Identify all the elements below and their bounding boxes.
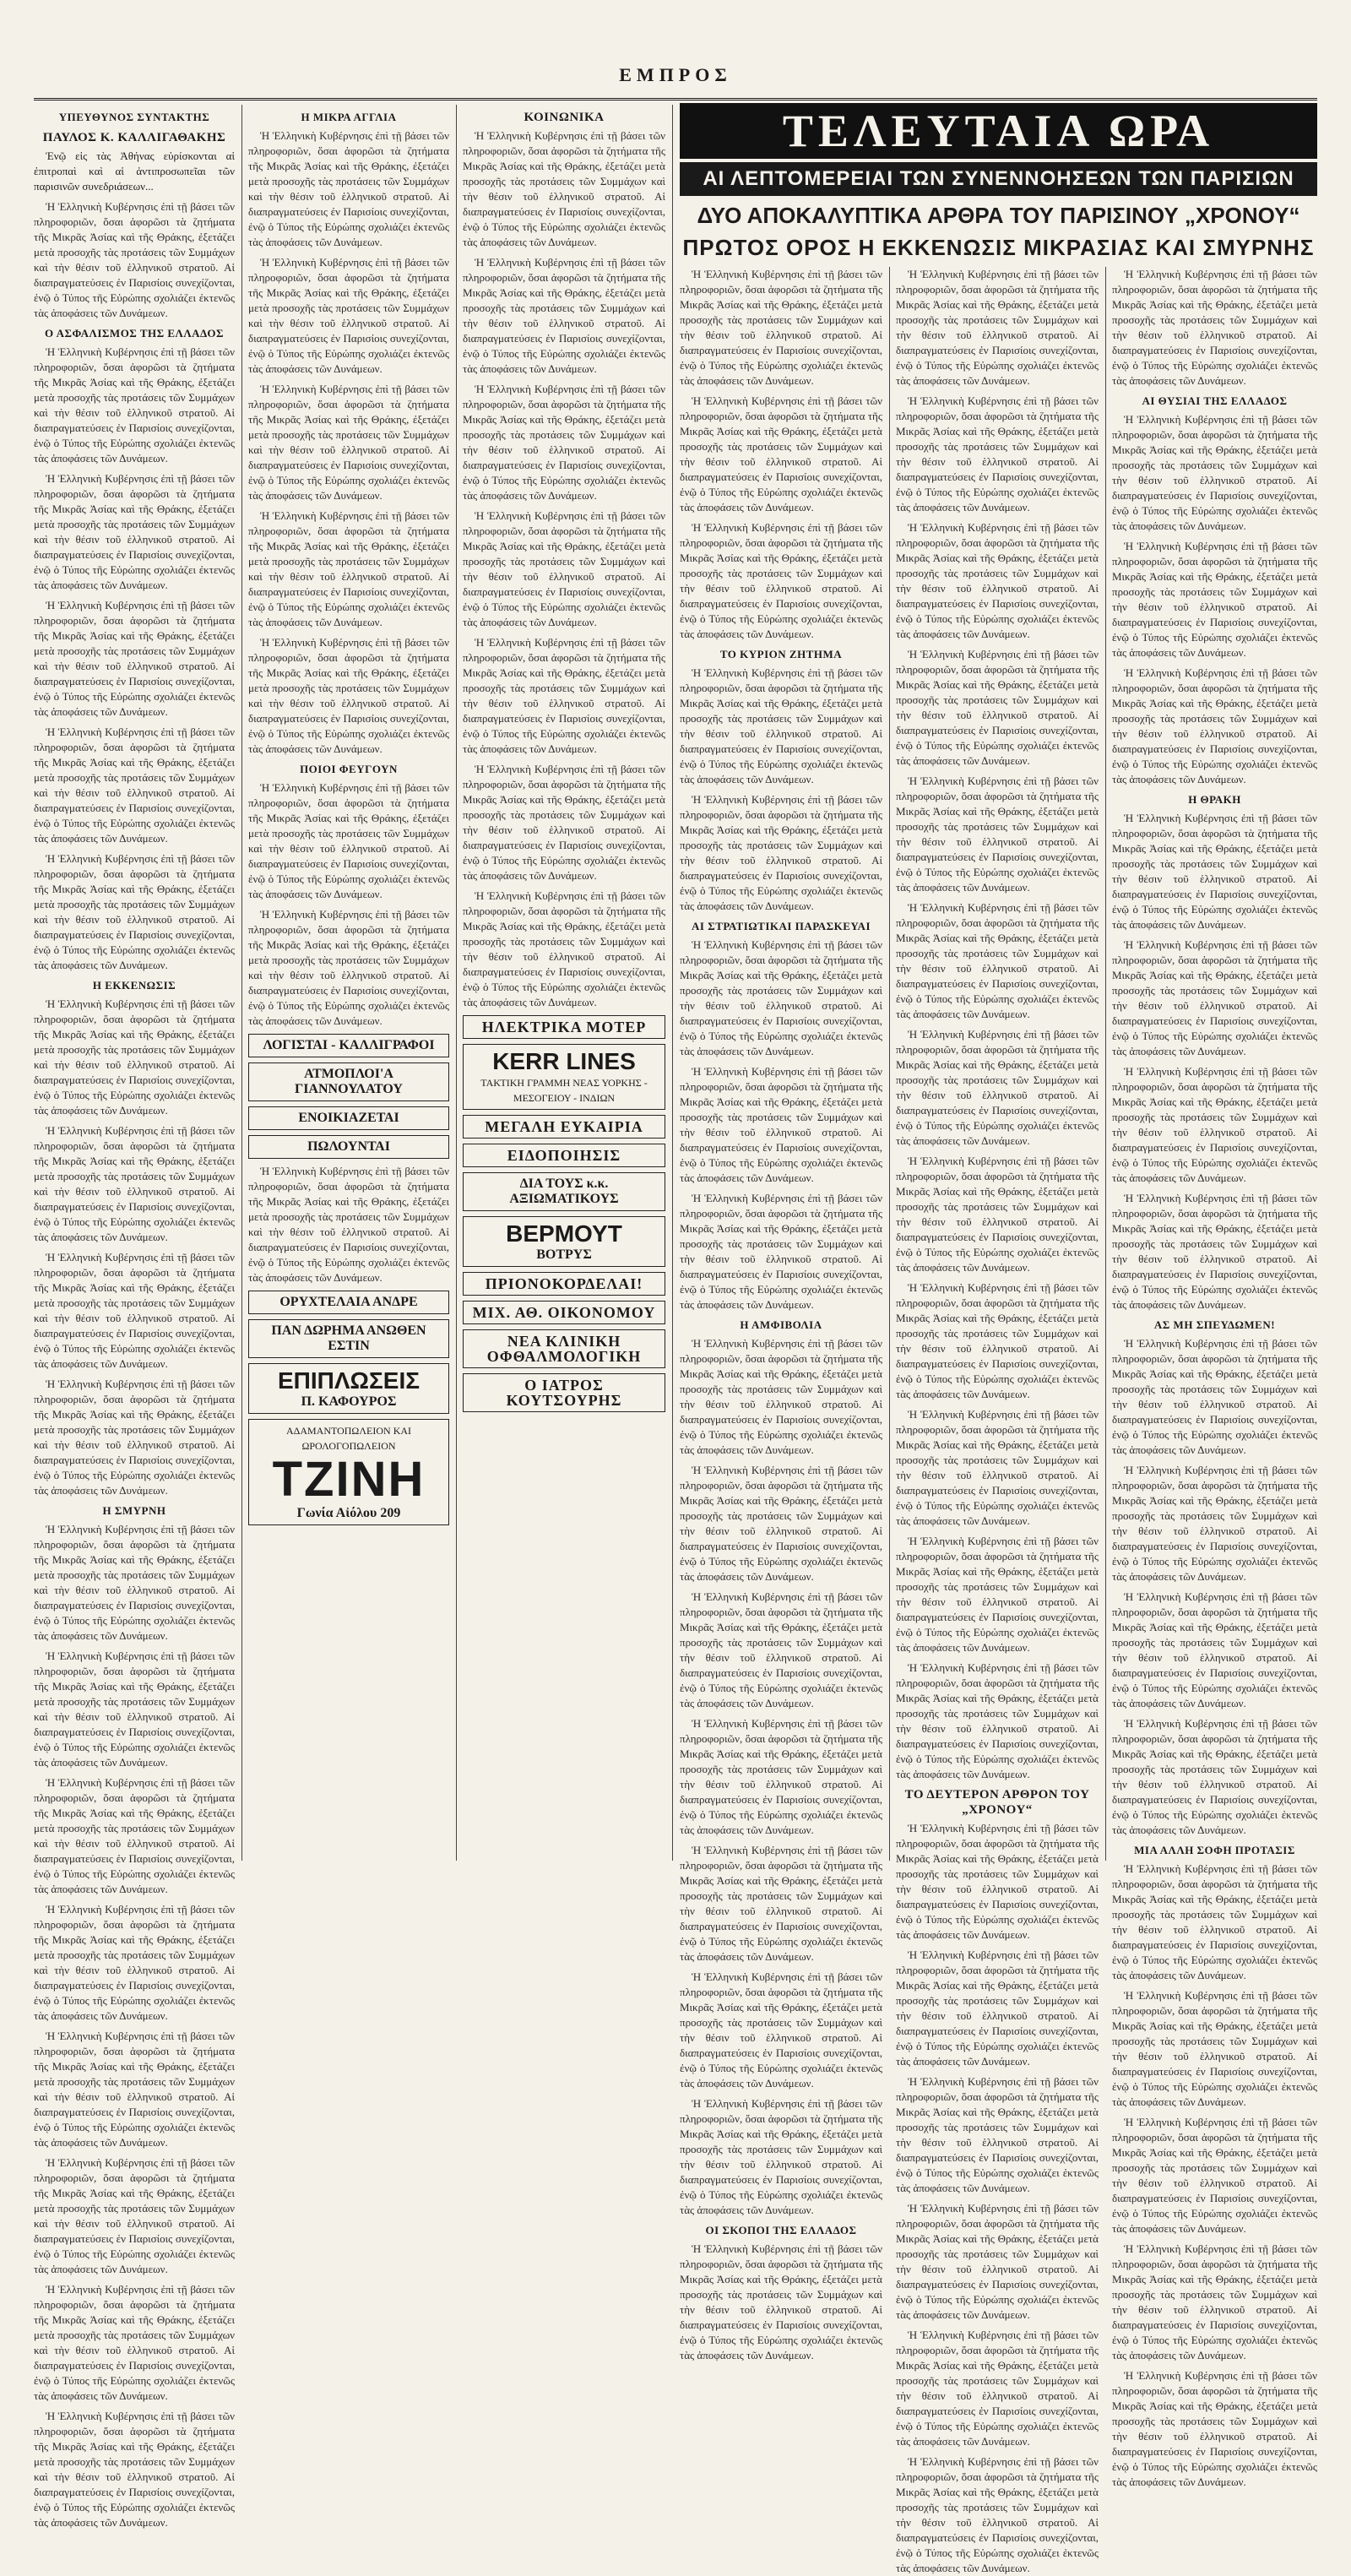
article-paragraph: Ἡ Ἑλληνικὴ Κυβέρνησις ἐπὶ τῇ βάσει τῶν πληροφοριῶν, ὅσαι ἀφορῶσι τὰ ζητήματα τῆς Μικρᾶς Ἀσίας καὶ τῆς Θράκης, ἐξετάζει μετὰ προσοχῆς τὰς προτάσεις τῶν Συμμάχων καὶ τὴν θέσιν τοῦ ἑλληνικοῦ στρατοῦ. Αἱ διαπραγματεύσεις ἐν Παρισίοις συνεχίζονται, ἐνῷ ὁ Τύπος τῆς Εὐρώπης σχολιάζει ἐκτενῶς τὰς ἀποφάσεις τῶν Δυνάμεων. bbox=[680, 793, 882, 912]
article-paragraph: Ἡ Ἑλληνικὴ Κυβέρνησις ἐπὶ τῇ βάσει τῶν πληροφοριῶν, ὅσαι ἀφορῶσι τὰ ζητήματα τῆς Μικρᾶς Ἀσίας καὶ τῆς Θράκης, ἐξετάζει μετὰ προσοχῆς τὰς προτάσεις τῶν Συμμάχων καὶ τὴν θέσιν τοῦ ἑλληνικοῦ στρατοῦ. Αἱ διαπραγματεύσεις ἐν Παρισίοις συνεχίζονται, ἐνῷ ὁ Τύπος τῆς Εὐρώπης σχολιάζει ἐκτενῶς τὰς ἀποφάσεις τῶν Δυνάμεων. bbox=[34, 726, 235, 845]
article-paragraph: Ἡ Ἑλληνικὴ Κυβέρνησις ἐπὶ τῇ βάσει τῶν πληροφοριῶν, ὅσαι ἀφορῶσι τὰ ζητήματα τῆς Μικρᾶς Ἀσίας καὶ τῆς Θράκης, ἐξετάζει μετὰ προσοχῆς τὰς προτάσεις τῶν Συμμάχων καὶ τὴν θέσιν τοῦ ἑλληνικοῦ στρατοῦ. Αἱ διαπραγματεύσεις ἐν Παρισίοις συνεχίζονται, ἐνῷ ὁ Τύπος τῆς Εὐρώπης σχολιάζει ἐκτενῶς τὰς ἀποφάσεις τῶν Δυνάμεων. bbox=[680, 1464, 882, 1583]
article-paragraph: Ἡ Ἑλληνικὴ Κυβέρνησις ἐπὶ τῇ βάσει τῶν πληροφοριῶν, ὅσαι ἀφορῶσι τὰ ζητήματα τῆς Μικρᾶς Ἀσίας καὶ τῆς Θράκης, ἐξετάζει μετὰ προσοχῆς τὰς προτάσεις τῶν Συμμάχων καὶ τὴν θέσιν τοῦ ἑλληνικοῦ στρατοῦ. Αἱ διαπραγματεύσεις ἐν Παρισίοις συνεχίζονται, ἐνῷ ὁ Τύπος τῆς Εὐρώπης σχολιάζει ἐκτενῶς τὰς ἀποφάσεις τῶν Δυνάμεων. bbox=[34, 200, 235, 319]
column-rule bbox=[456, 105, 457, 1861]
ad-title: ΔΙΑ ΤΟΥΣ κ.κ. ΑΞΙΩΜΑΤΙΚΟΥΣ bbox=[509, 1177, 619, 1206]
article-paragraph: Ἡ Ἑλληνικὴ Κυβέρνησις ἐπὶ τῇ βάσει τῶν πληροφοριῶν, ὅσαι ἀφορῶσι τὰ ζητήματα τῆς Μικρᾶς Ἀσίας καὶ τῆς Θράκης, ἐξετάζει μετὰ προσοχῆς τὰς προτάσεις τῶν Συμμάχων καὶ τὴν θέσιν τοῦ ἑλληνικοῦ στρατοῦ. Αἱ διαπραγματεύσεις ἐν Παρισίοις συνεχίζονται, ἐνῷ ὁ Τύπος τῆς Εὐρώπης σχολιάζει ἐκτενῶς τὰς ἀποφάσεις τῶν Δυνάμεων. bbox=[1112, 2116, 1317, 2235]
article-paragraph: Ἡ Ἑλληνικὴ Κυβέρνησις ἐπὶ τῇ βάσει τῶν πληροφοριῶν, ὅσαι ἀφορῶσι τὰ ζητήματα τῆς Μικρᾶς Ἀσίας καὶ τῆς Θράκης, ἐξετάζει μετὰ προσοχῆς τὰς προτάσεις τῶν Συμμάχων καὶ τὴν θέσιν τοῦ ἑλληνικοῦ στρατοῦ. Αἱ διαπραγματεύσεις ἐν Παρισίοις συνεχίζονται, ἐνῷ ὁ Τύπος τῆς Εὐρώπης σχολιάζει ἐκτενῶς τὰς ἀποφάσεις τῶν Δυνάμεων. bbox=[896, 2202, 1099, 2321]
ad-title: ΜΕΓΑΛΗ ΕΥΚΑΙΡΙΑ bbox=[485, 1118, 643, 1135]
newspaper-title: ΕΜΠΡΟΣ bbox=[619, 64, 732, 85]
ad-enoikiazetai bbox=[248, 1106, 449, 1130]
ad-big-text: ΤΖΙΝΗ bbox=[272, 1452, 426, 1507]
article-paragraph: Ἡ Ἑλληνικὴ Κυβέρνησις ἐπὶ τῇ βάσει τῶν πληροφοριῶν, ὅσαι ἀφορῶσι τὰ ζητήματα τῆς Μικρᾶς Ἀσίας καὶ τῆς Θράκης, ἐξετάζει μετὰ προσοχῆς τὰς προτάσεις τῶν Συμμάχων καὶ τὴν θέσιν τοῦ ἑλληνικοῦ στρατοῦ. Αἱ διαπραγματεύσεις ἐν Παρισίοις συνεχίζονται, ἐνῷ ὁ Τύπος τῆς Εὐρώπης σχολιάζει ἐκτενῶς τὰς ἀποφάσεις τῶν Δυνάμεων. bbox=[1112, 1989, 1317, 2108]
article-paragraph: Ἡ Ἑλληνικὴ Κυβέρνησις ἐπὶ τῇ βάσει τῶν πληροφοριῶν, ὅσαι ἀφορῶσι τὰ ζητήματα τῆς Μικρᾶς Ἀσίας καὶ τῆς Θράκης, ἐξετάζει μετὰ προσοχῆς τὰς προτάσεις τῶν Συμμάχων καὶ τὴν θέσιν τοῦ ἑλληνικοῦ στρατοῦ. Αἱ διαπραγματεύσεις ἐν Παρισίοις συνεχίζονται, ἐνῷ ὁ Τύπος τῆς Εὐρώπης σχολιάζει ἐκτενῶς τὰς ἀποφάσεις τῶν Δυνάμεων. bbox=[680, 1337, 882, 1456]
section-heading: ΑΙ ΘΥΣΙΑΙ ΤΗΣ ΕΛΛΑΔΟΣ bbox=[1142, 394, 1288, 407]
section-heading: ΑΙ ΣΤΡΑΤΙΩΤΙΚΑΙ ΠΑΡΑΣΚΕΥΑΙ bbox=[692, 920, 871, 932]
article-paragraph: Ἡ Ἑλληνικὴ Κυβέρνησις ἐπὶ τῇ βάσει τῶν πληροφοριῶν, ὅσαι ἀφορῶσι τὰ ζητήματα τῆς Μικρᾶς Ἀσίας καὶ τῆς Θράκης, ἐξετάζει μετὰ προσοχῆς τὰς προτάσεις τῶν Συμμάχων καὶ τὴν θέσιν τοῦ ἑλληνικοῦ στρατοῦ. Αἱ διαπραγματεύσεις ἐν Παρισίοις συνεχίζονται, ἐνῷ ὁ Τύπος τῆς Εὐρώπης σχολιάζει ἐκτενῶς τὰς ἀποφάσεις τῶν Δυνάμεων. bbox=[248, 781, 449, 900]
intro-paragraph: Ἐνῷ εἰς τὰς Ἀθήνας εὑρίσκονται αἱ ἐπιτροπαὶ καὶ αἱ ἀντιπροσωπεῖαι τῶν παρισινῶν συνεδριάσεων... bbox=[34, 149, 235, 193]
ad-axiomatikous bbox=[463, 1172, 665, 1211]
section-heading: Η ΘΡΑΚΗ bbox=[1188, 793, 1241, 806]
article-paragraph: Ἡ Ἑλληνικὴ Κυβέρνησις ἐπὶ τῇ βάσει τῶν πληροφοριῶν, ὅσαι ἀφορῶσι τὰ ζητήματα τῆς Μικρᾶς Ἀσίας καὶ τῆς Θράκης, ἐξετάζει μετὰ προσοχῆς τὰς προτάσεις τῶν Συμμάχων καὶ τὴν θέσιν τοῦ ἑλληνικοῦ στρατοῦ. Αἱ διαπραγματεύσεις ἐν Παρισίοις συνεχίζονται, ἐνῷ ὁ Τύπος τῆς Εὐρώπης σχολιάζει ἐκτενῶς τὰς ἀποφάσεις τῶν Δυνάμεων. bbox=[463, 256, 665, 375]
editor-name: ΠΑΥΛΟΣ Κ. ΚΑΛΛΙΓΑΘΑΚΗΣ bbox=[42, 131, 226, 144]
article-paragraph: Ἡ Ἑλληνικὴ Κυβέρνησις ἐπὶ τῇ βάσει τῶν πληροφοριῶν, ὅσαι ἀφορῶσι τὰ ζητήματα τῆς Μικρᾶς Ἀσίας καὶ τῆς Θράκης, ἐξετάζει μετὰ προσοχῆς τὰς προτάσεις τῶν Συμμάχων καὶ τὴν θέσιν τοῦ ἑλληνικοῦ στρατοῦ. Αἱ διαπραγματεύσεις ἐν Παρισίοις συνεχίζονται, ἐνῷ ὁ Τύπος τῆς Εὐρώπης σχολιάζει ἐκτενῶς τὰς ἀποφάσεις τῶν Δυνάμεων. bbox=[248, 509, 449, 628]
ad-title: KERR LINES bbox=[492, 1048, 636, 1074]
ad-title: ΝΕΑ ΚΛΙΝΙΚΗ ΟΦΘΑΛΜΟΛΟΓΙΚΗ bbox=[486, 1333, 642, 1365]
article-paragraph: Ἡ Ἑλληνικὴ Κυβέρνησις ἐπὶ τῇ βάσει τῶν πληροφοριῶν, ὅσαι ἀφορῶσι τὰ ζητήματα τῆς Μικρᾶς Ἀσίας καὶ τῆς Θράκης, ἐξετάζει μετὰ προσοχῆς τὰς προτάσεις τῶν Συμμάχων καὶ τὴν θέσιν τοῦ ἑλληνικοῦ στρατοῦ. Αἱ διαπραγματεύσεις ἐν Παρισίοις συνεχίζονται, ἐνῷ ὁ Τύπος τῆς Εὐρώπης σχολιάζει ἐκτενῶς τὰς ἀποφάσεις τῶν Δυνάμεων. bbox=[1112, 540, 1317, 659]
ad-title: ΠΑΝ ΔΩΡΗΜΑ ΑΝΩΘΕΝ ΕΣΤΙΝ bbox=[271, 1323, 426, 1353]
ad-kerr-lines bbox=[463, 1044, 665, 1110]
article-paragraph: Ἡ Ἑλληνικὴ Κυβέρνησις ἐπὶ τῇ βάσει τῶν πληροφοριῶν, ὅσαι ἀφορῶσι τὰ ζητήματα τῆς Μικρᾶς Ἀσίας καὶ τῆς Θράκης, ἐξετάζει μετὰ προσοχῆς τὰς προτάσεις τῶν Συμμάχων καὶ τὴν θέσιν τοῦ ἑλληνικοῦ στρατοῦ. Αἱ διαπραγματεύσεις ἐν Παρισίοις συνεχίζονται, ἐνῷ ὁ Τύπος τῆς Εὐρώπης σχολιάζει ἐκτενῶς τὰς ἀποφάσεις τῶν Δυνάμεων. bbox=[34, 345, 235, 465]
ad-megali-eukairia bbox=[463, 1115, 665, 1139]
article-paragraph: Ἡ Ἑλληνικὴ Κυβέρνησις ἐπὶ τῇ βάσει τῶν πληροφοριῶν, ὅσαι ἀφορῶσι τὰ ζητήματα τῆς Μικρᾶς Ἀσίας καὶ τῆς Θράκης, ἐξετάζει μετὰ προσοχῆς τὰς προτάσεις τῶν Συμμάχων καὶ τὴν θέσιν τοῦ ἑλληνικοῦ στρατοῦ. Αἱ διαπραγματεύσεις ἐν Παρισίοις συνεχίζονται, ἐνῷ ὁ Τύπος τῆς Εὐρώπης σχολιάζει ἐκτενῶς τὰς ἀποφάσεις τῶν Δυνάμεων. bbox=[896, 1408, 1099, 1527]
article-paragraph: Ἡ Ἑλληνικὴ Κυβέρνησις ἐπὶ τῇ βάσει τῶν πληροφοριῶν, ὅσαι ἀφορῶσι τὰ ζητήματα τῆς Μικρᾶς Ἀσίας καὶ τῆς Θράκης, ἐξετάζει μετὰ προσοχῆς τὰς προτάσεις τῶν Συμμάχων καὶ τὴν θέσιν τοῦ ἑλληνικοῦ στρατοῦ. Αἱ διαπραγματεύσεις ἐν Παρισίοις συνεχίζονται, ἐνῷ ὁ Τύπος τῆς Εὐρώπης σχολιάζει ἐκτενῶς τὰς ἀποφάσεις τῶν Δυνάμεων. bbox=[248, 256, 449, 375]
masthead bbox=[34, 64, 1317, 101]
article-paragraph: Ἡ Ἑλληνικὴ Κυβέρνησις ἐπὶ τῇ βάσει τῶν πληροφοριῶν, ὅσαι ἀφορῶσι τὰ ζητήματα τῆς Μικρᾶς Ἀσίας καὶ τῆς Θράκης, ἐξετάζει μετὰ προσοχῆς τὰς προτάσεις τῶν Συμμάχων καὶ τὴν θέσιν τοῦ ἑλληνικοῦ στρατοῦ. Αἱ διαπραγματεύσεις ἐν Παρισίοις συνεχίζονται, ἐνῷ ὁ Τύπος τῆς Εὐρώπης σχολιάζει ἐκτενῶς τὰς ἀποφάσεις τῶν Δυνάμεων. bbox=[463, 763, 665, 882]
headline-first-term: ΠΡΩΤΟΣ ΟΡΟΣ Η ΕΚΚΕΝΩΣΙΣ ΜΙΚΡΑΣΙΑΣ ΚΑΙ ΣΜΥΡΝΗΣ bbox=[682, 235, 1315, 260]
section-heading: ΚΟΙΝΩΝΙΚΑ bbox=[524, 111, 605, 124]
article-paragraph: Ἡ Ἑλληνικὴ Κυβέρνησις ἐπὶ τῇ βάσει τῶν πληροφοριῶν, ὅσαι ἀφορῶσι τὰ ζητήματα τῆς Μικρᾶς Ἀσίας καὶ τῆς Θράκης, ἐξετάζει μετὰ προσοχῆς τὰς προτάσεις τῶν Συμμάχων καὶ τὴν θέσιν τοῦ ἑλληνικοῦ στρατοῦ. Αἱ διαπραγματεύσεις ἐν Παρισίοις συνεχίζονται, ἐνῷ ὁ Τύπος τῆς Εὐρώπης σχολιάζει ἐκτενῶς τὰς ἀποφάσεις τῶν Δυνάμεων. bbox=[34, 2030, 235, 2149]
article-paragraph: Ἡ Ἑλληνικὴ Κυβέρνησις ἐπὶ τῇ βάσει τῶν πληροφοριῶν, ὅσαι ἀφορῶσι τὰ ζητήματα τῆς Μικρᾶς Ἀσίας καὶ τῆς Θράκης, ἐξετάζει μετὰ προσοχῆς τὰς προτάσεις τῶν Συμμάχων καὶ τὴν θέσιν τοῦ ἑλληνικοῦ στρατοῦ. Αἱ διαπραγματεύσεις ἐν Παρισίοις συνεχίζονται, ἐνῷ ὁ Τύπος τῆς Εὐρώπης σχολιάζει ἐκτενῶς τὰς ἀποφάσεις τῶν Δυνάμεων. bbox=[248, 908, 449, 1027]
article-paragraph: Ἡ Ἑλληνικὴ Κυβέρνησις ἐπὶ τῇ βάσει τῶν πληροφοριῶν, ὅσαι ἀφορῶσι τὰ ζητήματα τῆς Μικρᾶς Ἀσίας καὶ τῆς Θράκης, ἐξετάζει μετὰ προσοχῆς τὰς προτάσεις τῶν Συμμάχων καὶ τὴν θέσιν τοῦ ἑλληνικοῦ στρατοῦ. Αἱ διαπραγματεύσεις ἐν Παρισίοις συνεχίζονται, ἐνῷ ὁ Τύπος τῆς Εὐρώπης σχολιάζει ἐκτενῶς τὰς ἀποφάσεις τῶν Δυνάμεων. bbox=[680, 666, 882, 785]
article-paragraph: Ἡ Ἑλληνικὴ Κυβέρνησις ἐπὶ τῇ βάσει τῶν πληροφοριῶν, ὅσαι ἀφορῶσι τὰ ζητήματα τῆς Μικρᾶς Ἀσίας καὶ τῆς Θράκης, ἐξετάζει μετὰ προσοχῆς τὰς προτάσεις τῶν Συμμάχων καὶ τὴν θέσιν τοῦ ἑλληνικοῦ στρατοῦ. Αἱ διαπραγματεύσεις ἐν Παρισίοις συνεχίζονται, ἐνῷ ὁ Τύπος τῆς Εὐρώπης σχολιάζει ἐκτενῶς τὰς ἀποφάσεις τῶν Δυνάμεων. bbox=[1112, 1065, 1317, 1184]
article-paragraph: Ἡ Ἑλληνικὴ Κυβέρνησις ἐπὶ τῇ βάσει τῶν πληροφοριῶν, ὅσαι ἀφορῶσι τὰ ζητήματα τῆς Μικρᾶς Ἀσίας καὶ τῆς Θράκης, ἐξετάζει μετὰ προσοχῆς τὰς προτάσεις τῶν Συμμάχων καὶ τὴν θέσιν τοῦ ἑλληνικοῦ στρατοῦ. Αἱ διαπραγματεύσεις ἐν Παρισίοις συνεχίζονται, ἐνῷ ὁ Τύπος τῆς Εὐρώπης σχολιάζει ἐκτενῶς τὰς ἀποφάσεις τῶν Δυνάμεων. bbox=[680, 521, 882, 640]
article-paragraph: Ἡ Ἑλληνικὴ Κυβέρνησις ἐπὶ τῇ βάσει τῶν πληροφοριῶν, ὅσαι ἀφορῶσι τὰ ζητήματα τῆς Μικρᾶς Ἀσίας καὶ τῆς Θράκης, ἐξετάζει μετὰ προσοχῆς τὰς προτάσεις τῶν Συμμάχων καὶ τὴν θέσιν τοῦ ἑλληνικοῦ στρατοῦ. Αἱ διαπραγματεύσεις ἐν Παρισίοις συνεχίζονται, ἐνῷ ὁ Τύπος τῆς Εὐρώπης σχολιάζει ἐκτενῶς τὰς ἀποφάσεις τῶν Δυνάμεων. bbox=[1112, 2369, 1317, 2488]
article-paragraph: Ἡ Ἑλληνικὴ Κυβέρνησις ἐπὶ τῇ βάσει τῶν πληροφοριῶν, ὅσαι ἀφορῶσι τὰ ζητήματα τῆς Μικρᾶς Ἀσίας καὶ τῆς Θράκης, ἐξετάζει μετὰ προσοχῆς τὰς προτάσεις τῶν Συμμάχων καὶ τὴν θέσιν τοῦ ἑλληνικοῦ στρατοῦ. Αἱ διαπραγματεύσεις ἐν Παρισίοις συνεχίζονται, ἐνῷ ὁ Τύπος τῆς Εὐρώπης σχολιάζει ἐκτενῶς τὰς ἀποφάσεις τῶν Δυνάμεων. bbox=[463, 889, 665, 1008]
section-heading: Ο ΑΣΦΑΛΙΣΜΟΣ ΤΗΣ ΕΛΛΑΔΟΣ bbox=[44, 327, 225, 340]
article-paragraph: Ἡ Ἑλληνικὴ Κυβέρνησις ἐπὶ τῇ βάσει τῶν πληροφοριῶν, ὅσαι ἀφορῶσι τὰ ζητήματα τῆς Μικρᾶς Ἀσίας καὶ τῆς Θράκης, ἐξετάζει μετὰ προσοχῆς τὰς προτάσεις τῶν Συμμάχων καὶ τὴν θέσιν τοῦ ἑλληνικοῦ στρατοῦ. Αἱ διαπραγματεύσεις ἐν Παρισίοις συνεχίζονται, ἐνῷ ὁ Τύπος τῆς Εὐρώπης σχολιάζει ἐκτενῶς τὰς ἀποφάσεις τῶν Δυνάμεων. bbox=[34, 1251, 235, 1370]
ad-title: ΠΡΙΟΝΟΚΟΡΔΕΛΑΙ! bbox=[485, 1275, 643, 1292]
article-paragraph: Ἡ Ἑλληνικὴ Κυβέρνησις ἐπὶ τῇ βάσει τῶν πληροφοριῶν, ὅσαι ἀφορῶσι τὰ ζητήματα τῆς Μικρᾶς Ἀσίας καὶ τῆς Θράκης, ἐξετάζει μετὰ προσοχῆς τὰς προτάσεις τῶν Συμμάχων καὶ τὴν θέσιν τοῦ ἑλληνικοῦ στρατοῦ. Αἱ διαπραγματεύσεις ἐν Παρισίοις συνεχίζονται, ἐνῷ ὁ Τύπος τῆς Εὐρώπης σχολιάζει ἐκτενῶς τὰς ἀποφάσεις τῶν Δυνάμεων. bbox=[34, 1523, 235, 1642]
section-heading: ΠΟΙΟΙ ΦΕΥΓΟΥΝ bbox=[300, 763, 398, 775]
editor-label: ΥΠΕΥΘΥΝΟΣ ΣΥΝΤΑΚΤΗΣ bbox=[58, 111, 210, 123]
article-paragraph: Ἡ Ἑλληνικὴ Κυβέρνησις ἐπὶ τῇ βάσει τῶν πληροφοριῶν, ὅσαι ἀφορῶσι τὰ ζητήματα τῆς Μικρᾶς Ἀσίας καὶ τῆς Θράκης, ἐξετάζει μετὰ προσοχῆς τὰς προτάσεις τῶν Συμμάχων καὶ τὴν θέσιν τοῦ ἑλληνικοῦ στρατοῦ. Αἱ διαπραγματεύσεις ἐν Παρισίοις συνεχίζονται, ἐνῷ ὁ Τύπος τῆς Εὐρώπης σχολιάζει ἐκτενῶς τὰς ἀποφάσεις τῶν Δυνάμεων. bbox=[248, 383, 449, 502]
column-rule bbox=[672, 105, 673, 1861]
article-paragraph: Ἡ Ἑλληνικὴ Κυβέρνησις ἐπὶ τῇ βάσει τῶν πληροφοριῶν, ὅσαι ἀφορῶσι τὰ ζητήματα τῆς Μικρᾶς Ἀσίας καὶ τῆς Θράκης, ἐξετάζει μετὰ προσοχῆς τὰς προτάσεις τῶν Συμμάχων καὶ τὴν θέσιν τοῦ ἑλληνικοῦ στρατοῦ. Αἱ διαπραγματεύσεις ἐν Παρισίοις συνεχίζονται, ἐνῷ ὁ Τύπος τῆς Εὐρώπης σχολιάζει ἐκτενῶς τὰς ἀποφάσεις τῶν Δυνάμεων. bbox=[34, 1378, 235, 1497]
section-heading: ΑΣ ΜΗ ΣΠΕΥΔΩΜΕΝ! bbox=[1153, 1318, 1276, 1331]
ad-title: ΑΤΜΟΠΛΟΙ'Α ΓΙΑΝΝΟΥΛΑΤΟΥ bbox=[295, 1067, 403, 1096]
section-heading: ΤΟ ΚΥΡΙΟΝ ΖΗΤΗΜΑ bbox=[719, 648, 843, 660]
ad-oryktelaia bbox=[248, 1291, 449, 1314]
ad-title: ΠΩΛΟΥΝΤΑΙ bbox=[307, 1139, 390, 1154]
article-paragraph: Ἡ Ἑλληνικὴ Κυβέρνησις ἐπὶ τῇ βάσει τῶν πληροφοριῶν, ὅσαι ἀφορῶσι τὰ ζητήματα τῆς Μικρᾶς Ἀσίας καὶ τῆς Θράκης, ἐξετάζει μετὰ προσοχῆς τὰς προτάσεις τῶν Συμμάχων καὶ τὴν θέσιν τοῦ ἑλληνικοῦ στρατοῦ. Αἱ διαπραγματεύσεις ἐν Παρισίοις συνεχίζονται, ἐνῷ ὁ Τύπος τῆς Εὐρώπης σχολιάζει ἐκτενῶς τὰς ἀποφάσεις τῶν Δυνάμεων. bbox=[34, 997, 235, 1117]
article-paragraph: Ἡ Ἑλληνικὴ Κυβέρνησις ἐπὶ τῇ βάσει τῶν πληροφοριῶν, ὅσαι ἀφορῶσι τὰ ζητήματα τῆς Μικρᾶς Ἀσίας καὶ τῆς Θράκης, ἐξετάζει μετὰ προσοχῆς τὰς προτάσεις τῶν Συμμάχων καὶ τὴν θέσιν τοῦ ἑλληνικοῦ στρατοῦ. Αἱ διαπραγματεύσεις ἐν Παρισίοις συνεχίζονται, ἐνῷ ὁ Τύπος τῆς Εὐρώπης σχολιάζει ἐκτενῶς τὰς ἀποφάσεις τῶν Δυνάμεων. bbox=[248, 129, 449, 248]
ad-title: ΗΛΕΚΤΡΙΚΑ ΜΟΤΕΡ bbox=[481, 1019, 647, 1035]
ad-epiploseis bbox=[248, 1363, 449, 1414]
ad-title: ΑΔΑΜΑΝΤΟΠΩΛΕΙΟΝ ΚΑΙ ΩΡΟΛΟΓΟΠΩΛΕΙΟΝ bbox=[285, 1425, 412, 1452]
article-paragraph: Ἡ Ἑλληνικὴ Κυβέρνησις ἐπὶ τῇ βάσει τῶν πληροφοριῶν, ὅσαι ἀφορῶσι τὰ ζητήματα τῆς Μικρᾶς Ἀσίας καὶ τῆς Θράκης, ἐξετάζει μετὰ προσοχῆς τὰς προτάσεις τῶν Συμμάχων καὶ τὴν θέσιν τοῦ ἑλληνικοῦ στρατοῦ. Αἱ διαπραγματεύσεις ἐν Παρισίοις συνεχίζονται, ἐνῷ ὁ Τύπος τῆς Εὐρώπης σχολιάζει ἐκτενῶς τὰς ἀποφάσεις τῶν Δυνάμεων. bbox=[896, 774, 1099, 894]
section-heading: ΜΙΑ ΑΛΛΗ ΣΟΦΗ ΠΡΟΤΑΣΙΣ bbox=[1134, 1844, 1295, 1856]
article-paragraph: Ἡ Ἑλληνικὴ Κυβέρνησις ἐπὶ τῇ βάσει τῶν πληροφοριῶν, ὅσαι ἀφορῶσι τὰ ζητήματα τῆς Μικρᾶς Ἀσίας καὶ τῆς Θράκης, ἐξετάζει μετὰ προσοχῆς τὰς προτάσεις τῶν Συμμάχων καὶ τὴν θέσιν τοῦ ἑλληνικοῦ στρατοῦ. Αἱ διαπραγματεύσεις ἐν Παρισίοις συνεχίζονται, ἐνῷ ὁ Τύπος τῆς Εὐρώπης σχολιάζει ἐκτενῶς τὰς ἀποφάσεις τῶν Δυνάμεων. bbox=[1112, 1464, 1317, 1583]
article-paragraph: Ἡ Ἑλληνικὴ Κυβέρνησις ἐπὶ τῇ βάσει τῶν πληροφοριῶν, ὅσαι ἀφορῶσι τὰ ζητήματα τῆς Μικρᾶς Ἀσίας καὶ τῆς Θράκης, ἐξετάζει μετὰ προσοχῆς τὰς προτάσεις τῶν Συμμάχων καὶ τὴν θέσιν τοῦ ἑλληνικοῦ στρατοῦ. Αἱ διαπραγματεύσεις ἐν Παρισίοις συνεχίζονται, ἐνῷ ὁ Τύπος τῆς Εὐρώπης σχολιάζει ἐκτενῶς τὰς ἀποφάσεις τῶν Δυνάμεων. bbox=[896, 648, 1099, 767]
ad-iatros bbox=[463, 1373, 665, 1412]
article-paragraph: Ἡ Ἑλληνικὴ Κυβέρνησις ἐπὶ τῇ βάσει τῶν πληροφοριῶν, ὅσαι ἀφορῶσι τὰ ζητήματα τῆς Μικρᾶς Ἀσίας καὶ τῆς Θράκης, ἐξετάζει μετὰ προσοχῆς τὰς προτάσεις τῶν Συμμάχων καὶ τὴν θέσιν τοῦ ἑλληνικοῦ στρατοῦ. Αἱ διαπραγματεύσεις ἐν Παρισίοις συνεχίζονται, ἐνῷ ὁ Τύπος τῆς Εὐρώπης σχολιάζει ἐκτενῶς τὰς ἀποφάσεις τῶν Δυνάμεων. bbox=[1112, 413, 1317, 532]
article-paragraph: Ἡ Ἑλληνικὴ Κυβέρνησις ἐπὶ τῇ βάσει τῶν πληροφοριῶν, ὅσαι ἀφορῶσι τὰ ζητήματα τῆς Μικρᾶς Ἀσίας καὶ τῆς Θράκης, ἐξετάζει μετὰ προσοχῆς τὰς προτάσεις τῶν Συμμάχων καὶ τὴν θέσιν τοῦ ἑλληνικοῦ στρατοῦ. Αἱ διαπραγματεύσεις ἐν Παρισίοις συνεχίζονται, ἐνῷ ὁ Τύπος τῆς Εὐρώπης σχολιάζει ἐκτενῶς τὰς ἀποφάσεις τῶν Δυνάμεων. bbox=[34, 472, 235, 591]
column-5 bbox=[896, 267, 1099, 2574]
article-paragraph: Ἡ Ἑλληνικὴ Κυβέρνησις ἐπὶ τῇ βάσει τῶν πληροφοριῶν, ὅσαι ἀφορῶσι τὰ ζητήματα τῆς Μικρᾶς Ἀσίας καὶ τῆς Θράκης, ἐξετάζει μετὰ προσοχῆς τὰς προτάσεις τῶν Συμμάχων καὶ τὴν θέσιν τοῦ ἑλληνικοῦ στρατοῦ. Αἱ διαπραγματεύσεις ἐν Παρισίοις συνεχίζονται, ἐνῷ ὁ Τύπος τῆς Εὐρώπης σχολιάζει ἐκτενῶς τὰς ἀποφάσεις τῶν Δυνάμεων. bbox=[34, 2156, 235, 2275]
article-paragraph: Ἡ Ἑλληνικὴ Κυβέρνησις ἐπὶ τῇ βάσει τῶν πληροφοριῶν, ὅσαι ἀφορῶσι τὰ ζητήματα τῆς Μικρᾶς Ἀσίας καὶ τῆς Θράκης, ἐξετάζει μετὰ προσοχῆς τὰς προτάσεις τῶν Συμμάχων καὶ τὴν θέσιν τοῦ ἑλληνικοῦ στρατοῦ. Αἱ διαπραγματεύσεις ἐν Παρισίοις συνεχίζονται, ἐνῷ ὁ Τύπος τῆς Εὐρώπης σχολιάζει ἐκτενῶς τὰς ἀποφάσεις τῶν Δυνάμεων. bbox=[680, 1065, 882, 1184]
ad-subtitle: ΤΑΚΤΙΚΗ ΓΡΑΜΜΗ ΝΕΑΣ ΥΟΡΚΗΣ - ΜΕΣΟΓΕΙΟΥ - ΙΝΔΙΩΝ bbox=[480, 1077, 648, 1104]
ad-title: ΜΙΧ. ΑΘ. ΟΙΚΟΝΟΜΟΥ bbox=[472, 1304, 656, 1321]
article-paragraph: Ἡ Ἑλληνικὴ Κυβέρνησις ἐπὶ τῇ βάσει τῶν πληροφοριῶν, ὅσαι ἀφορῶσι τὰ ζητήματα τῆς Μικρᾶς Ἀσίας καὶ τῆς Θράκης, ἐξετάζει μετὰ προσοχῆς τὰς προτάσεις τῶν Συμμάχων καὶ τὴν θέσιν τοῦ ἑλληνικοῦ στρατοῦ. Αἱ διαπραγματεύσεις ἐν Παρισίοις συνεχίζονται, ἐνῷ ὁ Τύπος τῆς Εὐρώπης σχολιάζει ἐκτενῶς τὰς ἀποφάσεις τῶν Δυνάμεων. bbox=[248, 1165, 449, 1284]
article-paragraph: Ἡ Ἑλληνικὴ Κυβέρνησις ἐπὶ τῇ βάσει τῶν πληροφοριῶν, ὅσαι ἀφορῶσι τὰ ζητήματα τῆς Μικρᾶς Ἀσίας καὶ τῆς Θράκης, ἐξετάζει μετὰ προσοχῆς τὰς προτάσεις τῶν Συμμάχων καὶ τὴν θέσιν τοῦ ἑλληνικοῦ στρατοῦ. Αἱ διαπραγματεύσεις ἐν Παρισίοις συνεχίζονται, ἐνῷ ὁ Τύπος τῆς Εὐρώπης σχολιάζει ἐκτενῶς τὰς ἀποφάσεις τῶν Δυνάμεων. bbox=[896, 1028, 1099, 1147]
column-2 bbox=[248, 105, 449, 1861]
ad-title: ΕΠΙΠΛΩΣΕΙΣ bbox=[277, 1367, 420, 1394]
section-heading: ΤΟ ΔΕΥΤΕΡΟΝ ΑΡΘΡΟΝ ΤΟΥ „ΧΡΟΝΟΥ“ bbox=[904, 1788, 1090, 1817]
article-paragraph: Ἡ Ἑλληνικὴ Κυβέρνησις ἐπὶ τῇ βάσει τῶν πληροφοριῶν, ὅσαι ἀφορῶσι τὰ ζητήματα τῆς Μικρᾶς Ἀσίας καὶ τῆς Θράκης, ἐξετάζει μετὰ προσοχῆς τὰς προτάσεις τῶν Συμμάχων καὶ τὴν θέσιν τοῦ ἑλληνικοῦ στρατοῦ. Αἱ διαπραγματεύσεις ἐν Παρισίοις συνεχίζονται, ἐνῷ ὁ Τύπος τῆς Εὐρώπης σχολιάζει ἐκτενῶς τὰς ἀποφάσεις τῶν Δυνάμεων. bbox=[34, 1903, 235, 2022]
ad-title: Ο ΙΑΤΡΟΣ ΚΟΥΤΣΟΥΡΗΣ bbox=[506, 1377, 622, 1409]
ad-subtitle: Π. ΚΑΦΟΥΡΟΣ bbox=[301, 1394, 397, 1409]
column-4 bbox=[680, 267, 882, 2361]
ad-prionokordelai bbox=[463, 1272, 665, 1296]
article-paragraph: Ἡ Ἑλληνικὴ Κυβέρνησις ἐπὶ τῇ βάσει τῶν πληροφοριῶν, ὅσαι ἀφορῶσι τὰ ζητήματα τῆς Μικρᾶς Ἀσίας καὶ τῆς Θράκης, ἐξετάζει μετὰ προσοχῆς τὰς προτάσεις τῶν Συμμάχων καὶ τὴν θέσιν τοῦ ἑλληνικοῦ στρατοῦ. Αἱ διαπραγματεύσεις ἐν Παρισίοις συνεχίζονται, ἐνῷ ὁ Τύπος τῆς Εὐρώπης σχολιάζει ἐκτενῶς τὰς ἀποφάσεις τῶν Δυνάμεων. bbox=[463, 129, 665, 248]
article-paragraph: Ἡ Ἑλληνικὴ Κυβέρνησις ἐπὶ τῇ βάσει τῶν πληροφοριῶν, ὅσαι ἀφορῶσι τὰ ζητήματα τῆς Μικρᾶς Ἀσίας καὶ τῆς Θράκης, ἐξετάζει μετὰ προσοχῆς τὰς προτάσεις τῶν Συμμάχων καὶ τὴν θέσιν τοῦ ἑλληνικοῦ στρατοῦ. Αἱ διαπραγματεύσεις ἐν Παρισίοις συνεχίζονται, ἐνῷ ὁ Τύπος τῆς Εὐρώπης σχολιάζει ἐκτενῶς τὰς ἀποφάσεις τῶν Δυνάμεων. bbox=[896, 1661, 1099, 1780]
article-paragraph: Ἡ Ἑλληνικὴ Κυβέρνησις ἐπὶ τῇ βάσει τῶν πληροφοριῶν, ὅσαι ἀφορῶσι τὰ ζητήματα τῆς Μικρᾶς Ἀσίας καὶ τῆς Θράκης, ἐξετάζει μετὰ προσοχῆς τὰς προτάσεις τῶν Συμμάχων καὶ τὴν θέσιν τοῦ ἑλληνικοῦ στρατοῦ. Αἱ διαπραγματεύσεις ἐν Παρισίοις συνεχίζονται, ἐνῷ ὁ Τύπος τῆς Εὐρώπης σχολιάζει ἐκτενῶς τὰς ἀποφάσεις τῶν Δυνάμεων. bbox=[1112, 1862, 1317, 1981]
ad-title: ΛΟΓΙΣΤΑΙ - ΚΑΛΛΙΓΡΑΦΟΙ bbox=[263, 1038, 435, 1052]
article-paragraph: Ἡ Ἑλληνικὴ Κυβέρνησις ἐπὶ τῇ βάσει τῶν πληροφοριῶν, ὅσαι ἀφορῶσι τὰ ζητήματα τῆς Μικρᾶς Ἀσίας καὶ τῆς Θράκης, ἐξετάζει μετὰ προσοχῆς τὰς προτάσεις τῶν Συμμάχων καὶ τὴν θέσιν τοῦ ἑλληνικοῦ στρατοῦ. Αἱ διαπραγματεύσεις ἐν Παρισίοις συνεχίζονται, ἐνῷ ὁ Τύπος τῆς Εὐρώπης σχολιάζει ἐκτενῶς τὰς ἀποφάσεις τῶν Δυνάμεων. bbox=[1112, 938, 1317, 1057]
article-paragraph: Ἡ Ἑλληνικὴ Κυβέρνησις ἐπὶ τῇ βάσει τῶν πληροφοριῶν, ὅσαι ἀφορῶσι τὰ ζητήματα τῆς Μικρᾶς Ἀσίας καὶ τῆς Θράκης, ἐξετάζει μετὰ προσοχῆς τὰς προτάσεις τῶν Συμμάχων καὶ τὴν θέσιν τοῦ ἑλληνικοῦ στρατοῦ. Αἱ διαπραγματεύσεις ἐν Παρισίοις συνεχίζονται, ἐνῷ ὁ Τύπος τῆς Εὐρώπης σχολιάζει ἐκτενῶς τὰς ἀποφάσεις τῶν Δυνάμεων. bbox=[896, 1822, 1099, 1941]
article-paragraph: Ἡ Ἑλληνικὴ Κυβέρνησις ἐπὶ τῇ βάσει τῶν πληροφοριῶν, ὅσαι ἀφορῶσι τὰ ζητήματα τῆς Μικρᾶς Ἀσίας καὶ τῆς Θράκης, ἐξετάζει μετὰ προσοχῆς τὰς προτάσεις τῶν Συμμάχων καὶ τὴν θέσιν τοῦ ἑλληνικοῦ στρατοῦ. Αἱ διαπραγματεύσεις ἐν Παρισίοις συνεχίζονται, ἐνῷ ὁ Τύπος τῆς Εὐρώπης σχολιάζει ἐκτενῶς τὰς ἀποφάσεις τῶν Δυνάμεων. bbox=[896, 1281, 1099, 1400]
banner-subheadline: ΑΙ ΛΕΠΤΟΜΕΡΕΙΑΙ ΤΩΝ ΣΥΝΕΝΝΟΗΣΕΩΝ ΤΩΝ ΠΑΡΙΣΙΩΝ bbox=[680, 162, 1317, 196]
article-paragraph: Ἡ Ἑλληνικὴ Κυβέρνησις ἐπὶ τῇ βάσει τῶν πληροφοριῶν, ὅσαι ἀφορῶσι τὰ ζητήματα τῆς Μικρᾶς Ἀσίας καὶ τῆς Θράκης, ἐξετάζει μετὰ προσοχῆς τὰς προτάσεις τῶν Συμμάχων καὶ τὴν θέσιν τοῦ ἑλληνικοῦ στρατοῦ. Αἱ διαπραγματεύσεις ἐν Παρισίοις συνεχίζονται, ἐνῷ ὁ Τύπος τῆς Εὐρώπης σχολιάζει ἐκτενῶς τὰς ἀποφάσεις τῶν Δυνάμεων. bbox=[1112, 2242, 1317, 2361]
article-paragraph: Ἡ Ἑλληνικὴ Κυβέρνησις ἐπὶ τῇ βάσει τῶν πληροφοριῶν, ὅσαι ἀφορῶσι τὰ ζητήματα τῆς Μικρᾶς Ἀσίας καὶ τῆς Θράκης, ἐξετάζει μετὰ προσοχῆς τὰς προτάσεις τῶν Συμμάχων καὶ τὴν θέσιν τοῦ ἑλληνικοῦ στρατοῦ. Αἱ διαπραγματεύσεις ἐν Παρισίοις συνεχίζονται, ἐνῷ ὁ Τύπος τῆς Εὐρώπης σχολιάζει ἐκτενῶς τὰς ἀποφάσεις τῶν Δυνάμεων. bbox=[896, 268, 1099, 387]
article-paragraph: Ἡ Ἑλληνικὴ Κυβέρνησις ἐπὶ τῇ βάσει τῶν πληροφοριῶν, ὅσαι ἀφορῶσι τὰ ζητήματα τῆς Μικρᾶς Ἀσίας καὶ τῆς Θράκης, ἐξετάζει μετὰ προσοχῆς τὰς προτάσεις τῶν Συμμάχων καὶ τὴν θέσιν τοῦ ἑλληνικοῦ στρατοῦ. Αἱ διαπραγματεύσεις ἐν Παρισίοις συνεχίζονται, ἐνῷ ὁ Τύπος τῆς Εὐρώπης σχολιάζει ἐκτενῶς τὰς ἀποφάσεις τῶν Δυνάμεων. bbox=[34, 852, 235, 971]
column-rule bbox=[889, 267, 890, 1861]
article-paragraph: Ἡ Ἑλληνικὴ Κυβέρνησις ἐπὶ τῇ βάσει τῶν πληροφοριῶν, ὅσαι ἀφορῶσι τὰ ζητήματα τῆς Μικρᾶς Ἀσίας καὶ τῆς Θράκης, ἐξετάζει μετὰ προσοχῆς τὰς προτάσεις τῶν Συμμάχων καὶ τὴν θέσιν τοῦ ἑλληνικοῦ στρατοῦ. Αἱ διαπραγματεύσεις ἐν Παρισίοις συνεχίζονται, ἐνῷ ὁ Τύπος τῆς Εὐρώπης σχολιάζει ἐκτενῶς τὰς ἀποφάσεις τῶν Δυνάμεων. bbox=[680, 1970, 882, 2090]
column-3 bbox=[463, 105, 665, 1861]
article-paragraph: Ἡ Ἑλληνικὴ Κυβέρνησις ἐπὶ τῇ βάσει τῶν πληροφοριῶν, ὅσαι ἀφορῶσι τὰ ζητήματα τῆς Μικρᾶς Ἀσίας καὶ τῆς Θράκης, ἐξετάζει μετὰ προσοχῆς τὰς προτάσεις τῶν Συμμάχων καὶ τὴν θέσιν τοῦ ἑλληνικοῦ στρατοῦ. Αἱ διαπραγματεύσεις ἐν Παρισίοις συνεχίζονται, ἐνῷ ὁ Τύπος τῆς Εὐρώπης σχολιάζει ἐκτενῶς τὰς ἀποφάσεις τῶν Δυνάμεων. bbox=[896, 2455, 1099, 2574]
ad-poloyntai bbox=[248, 1135, 449, 1159]
ad-vermouth bbox=[463, 1216, 665, 1267]
ad-atmoploia bbox=[248, 1062, 449, 1101]
article-paragraph: Ἡ Ἑλληνικὴ Κυβέρνησις ἐπὶ τῇ βάσει τῶν πληροφοριῶν, ὅσαι ἀφορῶσι τὰ ζητήματα τῆς Μικρᾶς Ἀσίας καὶ τῆς Θράκης, ἐξετάζει μετὰ προσοχῆς τὰς προτάσεις τῶν Συμμάχων καὶ τὴν θέσιν τοῦ ἑλληνικοῦ στρατοῦ. Αἱ διαπραγματεύσεις ἐν Παρισίοις συνεχίζονται, ἐνῷ ὁ Τύπος τῆς Εὐρώπης σχολιάζει ἐκτενῶς τὰς ἀποφάσεις τῶν Δυνάμεων. bbox=[248, 636, 449, 755]
section-heading: Η ΕΚΚΕΝΩΣΙΣ bbox=[92, 979, 176, 992]
ad-eidopoiisis bbox=[463, 1144, 665, 1167]
article-paragraph: Ἡ Ἑλληνικὴ Κυβέρνησις ἐπὶ τῇ βάσει τῶν πληροφοριῶν, ὅσαι ἀφορῶσι τὰ ζητήματα τῆς Μικρᾶς Ἀσίας καὶ τῆς Θράκης, ἐξετάζει μετὰ προσοχῆς τὰς προτάσεις τῶν Συμμάχων καὶ τὴν θέσιν τοῦ ἑλληνικοῦ στρατοῦ. Αἱ διαπραγματεύσεις ἐν Παρισίοις συνεχίζονται, ἐνῷ ὁ Τύπος τῆς Εὐρώπης σχολιάζει ἐκτενῶς τὰς ἀποφάσεις τῶν Δυνάμεων. bbox=[463, 383, 665, 502]
section-heading: Η ΜΙΚΡΑ ΑΓΓΛΙΑ bbox=[301, 111, 397, 123]
ad-subtitle: ΒΟΤΡΥΣ bbox=[536, 1247, 592, 1262]
section-heading: ΟΙ ΣΚΟΠΟΙ ΤΗΣ ΕΛΛΑΔΟΣ bbox=[705, 2224, 857, 2236]
article-paragraph: Ἡ Ἑλληνικὴ Κυβέρνησις ἐπὶ τῇ βάσει τῶν πληροφοριῶν, ὅσαι ἀφορῶσι τὰ ζητήματα τῆς Μικρᾶς Ἀσίας καὶ τῆς Θράκης, ἐξετάζει μετὰ προσοχῆς τὰς προτάσεις τῶν Συμμάχων καὶ τὴν θέσιν τοῦ ἑλληνικοῦ στρατοῦ. Αἱ διαπραγματεύσεις ἐν Παρισίοις συνεχίζονται, ἐνῷ ὁ Τύπος τῆς Εὐρώπης σχολιάζει ἐκτενῶς τὰς ἀποφάσεις τῶν Δυνάμεων. bbox=[34, 2283, 235, 2402]
article-paragraph: Ἡ Ἑλληνικὴ Κυβέρνησις ἐπὶ τῇ βάσει τῶν πληροφοριῶν, ὅσαι ἀφορῶσι τὰ ζητήματα τῆς Μικρᾶς Ἀσίας καὶ τῆς Θράκης, ἐξετάζει μετὰ προσοχῆς τὰς προτάσεις τῶν Συμμάχων καὶ τὴν θέσιν τοῦ ἑλληνικοῦ στρατοῦ. Αἱ διαπραγματεύσεις ἐν Παρισίοις συνεχίζονται, ἐνῷ ὁ Τύπος τῆς Εὐρώπης σχολιάζει ἐκτενῶς τὰς ἀποφάσεις τῶν Δυνάμεων. bbox=[1112, 1590, 1317, 1709]
ad-title: ΕΝΟΙΚΙΑΖΕΤΑΙ bbox=[298, 1111, 399, 1125]
article-paragraph: Ἡ Ἑλληνικὴ Κυβέρνησις ἐπὶ τῇ βάσει τῶν πληροφοριῶν, ὅσαι ἀφορῶσι τὰ ζητήματα τῆς Μικρᾶς Ἀσίας καὶ τῆς Θράκης, ἐξετάζει μετὰ προσοχῆς τὰς προτάσεις τῶν Συμμάχων καὶ τὴν θέσιν τοῦ ἑλληνικοῦ στρατοῦ. Αἱ διαπραγματεύσεις ἐν Παρισίοις συνεχίζονται, ἐνῷ ὁ Τύπος τῆς Εὐρώπης σχολιάζει ἐκτενῶς τὰς ἀποφάσεις τῶν Δυνάμεων. bbox=[896, 2075, 1099, 2194]
article-paragraph: Ἡ Ἑλληνικὴ Κυβέρνησις ἐπὶ τῇ βάσει τῶν πληροφοριῶν, ὅσαι ἀφορῶσι τὰ ζητήματα τῆς Μικρᾶς Ἀσίας καὶ τῆς Θράκης, ἐξετάζει μετὰ προσοχῆς τὰς προτάσεις τῶν Συμμάχων καὶ τὴν θέσιν τοῦ ἑλληνικοῦ στρατοῦ. Αἱ διαπραγματεύσεις ἐν Παρισίοις συνεχίζονται, ἐνῷ ὁ Τύπος τῆς Εὐρώπης σχολιάζει ἐκτενῶς τὰς ἀποφάσεις τῶν Δυνάμεων. bbox=[680, 2242, 882, 2361]
column-rule bbox=[1105, 267, 1106, 1861]
ad-oikonomou bbox=[463, 1301, 665, 1324]
article-paragraph: Ἡ Ἑλληνικὴ Κυβέρνησις ἐπὶ τῇ βάσει τῶν πληροφοριῶν, ὅσαι ἀφορῶσι τὰ ζητήματα τῆς Μικρᾶς Ἀσίας καὶ τῆς Θράκης, ἐξετάζει μετὰ προσοχῆς τὰς προτάσεις τῶν Συμμάχων καὶ τὴν θέσιν τοῦ ἑλληνικοῦ στρατοῦ. Αἱ διαπραγματεύσεις ἐν Παρισίοις συνεχίζονται, ἐνῷ ὁ Τύπος τῆς Εὐρώπης σχολιάζει ἐκτενῶς τὰς ἀποφάσεις τῶν Δυνάμεων. bbox=[896, 1155, 1099, 1274]
ad-title: ΒΕΡΜΟΥΤ bbox=[506, 1220, 622, 1247]
ad-ofthalmologiki bbox=[463, 1329, 665, 1368]
article-paragraph: Ἡ Ἑλληνικὴ Κυβέρνησις ἐπὶ τῇ βάσει τῶν πληροφοριῶν, ὅσαι ἀφορῶσι τὰ ζητήματα τῆς Μικρᾶς Ἀσίας καὶ τῆς Θράκης, ἐξετάζει μετὰ προσοχῆς τὰς προτάσεις τῶν Συμμάχων καὶ τὴν θέσιν τοῦ ἑλληνικοῦ στρατοῦ. Αἱ διαπραγματεύσεις ἐν Παρισίοις συνεχίζονται, ἐνῷ ὁ Τύπος τῆς Εὐρώπης σχολιάζει ἐκτενῶς τὰς ἀποφάσεις τῶν Δυνάμεων. bbox=[896, 394, 1099, 514]
article-paragraph: Ἡ Ἑλληνικὴ Κυβέρνησις ἐπὶ τῇ βάσει τῶν πληροφοριῶν, ὅσαι ἀφορῶσι τὰ ζητήματα τῆς Μικρᾶς Ἀσίας καὶ τῆς Θράκης, ἐξετάζει μετὰ προσοχῆς τὰς προτάσεις τῶν Συμμάχων καὶ τὴν θέσιν τοῦ ἑλληνικοῦ στρατοῦ. Αἱ διαπραγματεύσεις ἐν Παρισίοις συνεχίζονται, ἐνῷ ὁ Τύπος τῆς Εὐρώπης σχολιάζει ἐκτενῶς τὰς ἀποφάσεις τῶν Δυνάμεων. bbox=[34, 1649, 235, 1769]
headline-two-articles: ΔΥΟ ΑΠΟΚΑΛΥΠΤΙΚΑ ΑΡΘΡΑ ΤΟΥ ΠΑΡΙΣΙΝΟΥ „ΧΡΟΝΟΥ“ bbox=[697, 203, 1300, 228]
column-6 bbox=[1112, 267, 1317, 2488]
article-paragraph: Ἡ Ἑλληνικὴ Κυβέρνησις ἐπὶ τῇ βάσει τῶν πληροφοριῶν, ὅσαι ἀφορῶσι τὰ ζητήματα τῆς Μικρᾶς Ἀσίας καὶ τῆς Θράκης, ἐξετάζει μετὰ προσοχῆς τὰς προτάσεις τῶν Συμμάχων καὶ τὴν θέσιν τοῦ ἑλληνικοῦ στρατοῦ. Αἱ διαπραγματεύσεις ἐν Παρισίοις συνεχίζονται, ἐνῷ ὁ Τύπος τῆς Εὐρώπης σχολιάζει ἐκτενῶς τὰς ἀποφάσεις τῶν Δυνάμεων. bbox=[680, 1590, 882, 1709]
article-paragraph: Ἡ Ἑλληνικὴ Κυβέρνησις ἐπὶ τῇ βάσει τῶν πληροφοριῶν, ὅσαι ἀφορῶσι τὰ ζητήματα τῆς Μικρᾶς Ἀσίας καὶ τῆς Θράκης, ἐξετάζει μετὰ προσοχῆς τὰς προτάσεις τῶν Συμμάχων καὶ τὴν θέσιν τοῦ ἑλληνικοῦ στρατοῦ. Αἱ διαπραγματεύσεις ἐν Παρισίοις συνεχίζονται, ἐνῷ ὁ Τύπος τῆς Εὐρώπης σχολιάζει ἐκτενῶς τὰς ἀποφάσεις τῶν Δυνάμεων. bbox=[896, 2329, 1099, 2448]
article-paragraph: Ἡ Ἑλληνικὴ Κυβέρνησις ἐπὶ τῇ βάσει τῶν πληροφοριῶν, ὅσαι ἀφορῶσι τὰ ζητήματα τῆς Μικρᾶς Ἀσίας καὶ τῆς Θράκης, ἐξετάζει μετὰ προσοχῆς τὰς προτάσεις τῶν Συμμάχων καὶ τὴν θέσιν τοῦ ἑλληνικοῦ στρατοῦ. Αἱ διαπραγματεύσεις ἐν Παρισίοις συνεχίζονται, ἐνῷ ὁ Τύπος τῆς Εὐρώπης σχολιάζει ἐκτενῶς τὰς ἀποφάσεις τῶν Δυνάμεων. bbox=[34, 2410, 235, 2529]
article-paragraph: Ἡ Ἑλληνικὴ Κυβέρνησις ἐπὶ τῇ βάσει τῶν πληροφοριῶν, ὅσαι ἀφορῶσι τὰ ζητήματα τῆς Μικρᾶς Ἀσίας καὶ τῆς Θράκης, ἐξετάζει μετὰ προσοχῆς τὰς προτάσεις τῶν Συμμάχων καὶ τὴν θέσιν τοῦ ἑλληνικοῦ στρατοῦ. Αἱ διαπραγματεύσεις ἐν Παρισίοις συνεχίζονται, ἐνῷ ὁ Τύπος τῆς Εὐρώπης σχολιάζει ἐκτενῶς τὰς ἀποφάσεις τῶν Δυνάμεων. bbox=[680, 2097, 882, 2216]
article-paragraph: Ἡ Ἑλληνικὴ Κυβέρνησις ἐπὶ τῇ βάσει τῶν πληροφοριῶν, ὅσαι ἀφορῶσι τὰ ζητήματα τῆς Μικρᾶς Ἀσίας καὶ τῆς Θράκης, ἐξετάζει μετὰ προσοχῆς τὰς προτάσεις τῶν Συμμάχων καὶ τὴν θέσιν τοῦ ἑλληνικοῦ στρατοῦ. Αἱ διαπραγματεύσεις ἐν Παρισίοις συνεχίζονται, ἐνῷ ὁ Τύπος τῆς Εὐρώπης σχολιάζει ἐκτενῶς τὰς ἀποφάσεις τῶν Δυνάμεων. bbox=[680, 1192, 882, 1311]
article-paragraph: Ἡ Ἑλληνικὴ Κυβέρνησις ἐπὶ τῇ βάσει τῶν πληροφοριῶν, ὅσαι ἀφορῶσι τὰ ζητήματα τῆς Μικρᾶς Ἀσίας καὶ τῆς Θράκης, ἐξετάζει μετὰ προσοχῆς τὰς προτάσεις τῶν Συμμάχων καὶ τὴν θέσιν τοῦ ἑλληνικοῦ στρατοῦ. Αἱ διαπραγματεύσεις ἐν Παρισίοις συνεχίζονται, ἐνῷ ὁ Τύπος τῆς Εὐρώπης σχολιάζει ἐκτενῶς τὰς ἀποφάσεις τῶν Δυνάμεων. bbox=[1112, 1192, 1317, 1311]
section-heading: Η ΑΜΦΙΒΟΛΙΑ bbox=[740, 1318, 822, 1331]
article-paragraph: Ἡ Ἑλληνικὴ Κυβέρνησις ἐπὶ τῇ βάσει τῶν πληροφοριῶν, ὅσαι ἀφορῶσι τὰ ζητήματα τῆς Μικρᾶς Ἀσίας καὶ τῆς Θράκης, ἐξετάζει μετὰ προσοχῆς τὰς προτάσεις τῶν Συμμάχων καὶ τὴν θέσιν τοῦ ἑλληνικοῦ στρατοῦ. Αἱ διαπραγματεύσεις ἐν Παρισίοις συνεχίζονται, ἐνῷ ὁ Τύπος τῆς Εὐρώπης σχολιάζει ἐκτενῶς τὰς ἀποφάσεις τῶν Δυνάμεων. bbox=[896, 521, 1099, 640]
ad-title: ΕΙΔΟΠΟΙΗΣΙΣ bbox=[507, 1147, 621, 1164]
ad-pan-dorima bbox=[248, 1319, 449, 1358]
article-paragraph: Ἡ Ἑλληνικὴ Κυβέρνησις ἐπὶ τῇ βάσει τῶν πληροφοριῶν, ὅσαι ἀφορῶσι τὰ ζητήματα τῆς Μικρᾶς Ἀσίας καὶ τῆς Θράκης, ἐξετάζει μετὰ προσοχῆς τὰς προτάσεις τῶν Συμμάχων καὶ τὴν θέσιν τοῦ ἑλληνικοῦ στρατοῦ. Αἱ διαπραγματεύσεις ἐν Παρισίοις συνεχίζονται, ἐνῷ ὁ Τύπος τῆς Εὐρώπης σχολιάζει ἐκτενῶς τὰς ἀποφάσεις τῶν Δυνάμεων. bbox=[1112, 1717, 1317, 1836]
article-paragraph: Ἡ Ἑλληνικὴ Κυβέρνησις ἐπὶ τῇ βάσει τῶν πληροφοριῶν, ὅσαι ἀφορῶσι τὰ ζητήματα τῆς Μικρᾶς Ἀσίας καὶ τῆς Θράκης, ἐξετάζει μετὰ προσοχῆς τὰς προτάσεις τῶν Συμμάχων καὶ τὴν θέσιν τοῦ ἑλληνικοῦ στρατοῦ. Αἱ διαπραγματεύσεις ἐν Παρισίοις συνεχίζονται, ἐνῷ ὁ Τύπος τῆς Εὐρώπης σχολιάζει ἐκτενῶς τὰς ἀποφάσεις τῶν Δυνάμεων. bbox=[680, 1844, 882, 1963]
article-paragraph: Ἡ Ἑλληνικὴ Κυβέρνησις ἐπὶ τῇ βάσει τῶν πληροφοριῶν, ὅσαι ἀφορῶσι τὰ ζητήματα τῆς Μικρᾶς Ἀσίας καὶ τῆς Θράκης, ἐξετάζει μετὰ προσοχῆς τὰς προτάσεις τῶν Συμμάχων καὶ τὴν θέσιν τοῦ ἑλληνικοῦ στρατοῦ. Αἱ διαπραγματεύσεις ἐν Παρισίοις συνεχίζονται, ἐνῷ ὁ Τύπος τῆς Εὐρώπης σχολιάζει ἐκτενῶς τὰς ἀποφάσεις τῶν Δυνάμεων. bbox=[34, 1776, 235, 1895]
article-paragraph: Ἡ Ἑλληνικὴ Κυβέρνησις ἐπὶ τῇ βάσει τῶν πληροφοριῶν, ὅσαι ἀφορῶσι τὰ ζητήματα τῆς Μικρᾶς Ἀσίας καὶ τῆς Θράκης, ἐξετάζει μετὰ προσοχῆς τὰς προτάσεις τῶν Συμμάχων καὶ τὴν θέσιν τοῦ ἑλληνικοῦ στρατοῦ. Αἱ διαπραγματεύσεις ἐν Παρισίοις συνεχίζονται, ἐνῷ ὁ Τύπος τῆς Εὐρώπης σχολιάζει ἐκτενῶς τὰς ἀποφάσεις τῶν Δυνάμεων. bbox=[1112, 666, 1317, 785]
article-paragraph: Ἡ Ἑλληνικὴ Κυβέρνησις ἐπὶ τῇ βάσει τῶν πληροφοριῶν, ὅσαι ἀφορῶσι τὰ ζητήματα τῆς Μικρᾶς Ἀσίας καὶ τῆς Θράκης, ἐξετάζει μετὰ προσοχῆς τὰς προτάσεις τῶν Συμμάχων καὶ τὴν θέσιν τοῦ ἑλληνικοῦ στρατοῦ. Αἱ διαπραγματεύσεις ἐν Παρισίοις συνεχίζονται, ἐνῷ ὁ Τύπος τῆς Εὐρώπης σχολιάζει ἐκτενῶς τὰς ἀποφάσεις τῶν Δυνάμεων. bbox=[680, 1717, 882, 1836]
article-paragraph: Ἡ Ἑλληνικὴ Κυβέρνησις ἐπὶ τῇ βάσει τῶν πληροφοριῶν, ὅσαι ἀφορῶσι τὰ ζητήματα τῆς Μικρᾶς Ἀσίας καὶ τῆς Θράκης, ἐξετάζει μετὰ προσοχῆς τὰς προτάσεις τῶν Συμμάχων καὶ τὴν θέσιν τοῦ ἑλληνικοῦ στρατοῦ. Αἱ διαπραγματεύσεις ἐν Παρισίοις συνεχίζονται, ἐνῷ ὁ Τύπος τῆς Εὐρώπης σχολιάζει ἐκτενῶς τὰς ἀποφάσεις τῶν Δυνάμεων. bbox=[896, 901, 1099, 1020]
column-rule bbox=[241, 105, 242, 1861]
article-paragraph: Ἡ Ἑλληνικὴ Κυβέρνησις ἐπὶ τῇ βάσει τῶν πληροφοριῶν, ὅσαι ἀφορῶσι τὰ ζητήματα τῆς Μικρᾶς Ἀσίας καὶ τῆς Θράκης, ἐξετάζει μετὰ προσοχῆς τὰς προτάσεις τῶν Συμμάχων καὶ τὴν θέσιν τοῦ ἑλληνικοῦ στρατοῦ. Αἱ διαπραγματεύσεις ἐν Παρισίοις συνεχίζονται, ἐνῷ ὁ Τύπος τῆς Εὐρώπης σχολιάζει ἐκτενῶς τὰς ἀποφάσεις τῶν Δυνάμεων. bbox=[896, 1948, 1099, 2068]
article-paragraph: Ἡ Ἑλληνικὴ Κυβέρνησις ἐπὶ τῇ βάσει τῶν πληροφοριῶν, ὅσαι ἀφορῶσι τὰ ζητήματα τῆς Μικρᾶς Ἀσίας καὶ τῆς Θράκης, ἐξετάζει μετὰ προσοχῆς τὰς προτάσεις τῶν Συμμάχων καὶ τὴν θέσιν τοῦ ἑλληνικοῦ στρατοῦ. Αἱ διαπραγματεύσεις ἐν Παρισίοις συνεχίζονται, ἐνῷ ὁ Τύπος τῆς Εὐρώπης σχολιάζει ἐκτενῶς τὰς ἀποφάσεις τῶν Δυνάμεων. bbox=[680, 938, 882, 1057]
article-paragraph: Ἡ Ἑλληνικὴ Κυβέρνησις ἐπὶ τῇ βάσει τῶν πληροφοριῶν, ὅσαι ἀφορῶσι τὰ ζητήματα τῆς Μικρᾶς Ἀσίας καὶ τῆς Θράκης, ἐξετάζει μετὰ προσοχῆς τὰς προτάσεις τῶν Συμμάχων καὶ τὴν θέσιν τοῦ ἑλληνικοῦ στρατοῦ. Αἱ διαπραγματεύσεις ἐν Παρισίοις συνεχίζονται, ἐνῷ ὁ Τύπος τῆς Εὐρώπης σχολιάζει ἐκτενῶς τὰς ἀποφάσεις τῶν Δυνάμεων. bbox=[463, 636, 665, 755]
article-paragraph: Ἡ Ἑλληνικὴ Κυβέρνησις ἐπὶ τῇ βάσει τῶν πληροφοριῶν, ὅσαι ἀφορῶσι τὰ ζητήματα τῆς Μικρᾶς Ἀσίας καὶ τῆς Θράκης, ἐξετάζει μετὰ προσοχῆς τὰς προτάσεις τῶν Συμμάχων καὶ τὴν θέσιν τοῦ ἑλληνικοῦ στρατοῦ. Αἱ διαπραγματεύσεις ἐν Παρισίοις συνεχίζονται, ἐνῷ ὁ Τύπος τῆς Εὐρώπης σχολιάζει ἐκτενῶς τὰς ἀποφάσεις τῶν Δυνάμεων. bbox=[34, 1124, 235, 1243]
article-paragraph: Ἡ Ἑλληνικὴ Κυβέρνησις ἐπὶ τῇ βάσει τῶν πληροφοριῶν, ὅσαι ἀφορῶσι τὰ ζητήματα τῆς Μικρᾶς Ἀσίας καὶ τῆς Θράκης, ἐξετάζει μετὰ προσοχῆς τὰς προτάσεις τῶν Συμμάχων καὶ τὴν θέσιν τοῦ ἑλληνικοῦ στρατοῦ. Αἱ διαπραγματεύσεις ἐν Παρισίοις συνεχίζονται, ἐνῷ ὁ Τύπος τῆς Εὐρώπης σχολιάζει ἐκτενῶς τὰς ἀποφάσεις τῶν Δυνάμεων. bbox=[1112, 812, 1317, 931]
article-paragraph: Ἡ Ἑλληνικὴ Κυβέρνησις ἐπὶ τῇ βάσει τῶν πληροφοριῶν, ὅσαι ἀφορῶσι τὰ ζητήματα τῆς Μικρᾶς Ἀσίας καὶ τῆς Θράκης, ἐξετάζει μετὰ προσοχῆς τὰς προτάσεις τῶν Συμμάχων καὶ τὴν θέσιν τοῦ ἑλληνικοῦ στρατοῦ. Αἱ διαπραγματεύσεις ἐν Παρισίοις συνεχίζονται, ἐνῷ ὁ Τύπος τῆς Εὐρώπης σχολιάζει ἐκτενῶς τὰς ἀποφάσεις τῶν Δυνάμεων. bbox=[896, 1535, 1099, 1654]
article-paragraph: Ἡ Ἑλληνικὴ Κυβέρνησις ἐπὶ τῇ βάσει τῶν πληροφοριῶν, ὅσαι ἀφορῶσι τὰ ζητήματα τῆς Μικρᾶς Ἀσίας καὶ τῆς Θράκης, ἐξετάζει μετὰ προσοχῆς τὰς προτάσεις τῶν Συμμάχων καὶ τὴν θέσιν τοῦ ἑλληνικοῦ στρατοῦ. Αἱ διαπραγματεύσεις ἐν Παρισίοις συνεχίζονται, ἐνῷ ὁ Τύπος τῆς Εὐρώπης σχολιάζει ἐκτενῶς τὰς ἀποφάσεις τῶν Δυνάμεων. bbox=[1112, 268, 1317, 387]
ad-electric-motors bbox=[463, 1015, 665, 1039]
ad-tzini bbox=[248, 1419, 449, 1525]
article-paragraph: Ἡ Ἑλληνικὴ Κυβέρνησις ἐπὶ τῇ βάσει τῶν πληροφοριῶν, ὅσαι ἀφορῶσι τὰ ζητήματα τῆς Μικρᾶς Ἀσίας καὶ τῆς Θράκης, ἐξετάζει μετὰ προσοχῆς τὰς προτάσεις τῶν Συμμάχων καὶ τὴν θέσιν τοῦ ἑλληνικοῦ στρατοῦ. Αἱ διαπραγματεύσεις ἐν Παρισίοις συνεχίζονται, ἐνῷ ὁ Τύπος τῆς Εὐρώπης σχολιάζει ἐκτενῶς τὰς ἀποφάσεις τῶν Δυνάμεων. bbox=[1112, 1337, 1317, 1456]
article-paragraph: Ἡ Ἑλληνικὴ Κυβέρνησις ἐπὶ τῇ βάσει τῶν πληροφοριῶν, ὅσαι ἀφορῶσι τὰ ζητήματα τῆς Μικρᾶς Ἀσίας καὶ τῆς Θράκης, ἐξετάζει μετὰ προσοχῆς τὰς προτάσεις τῶν Συμμάχων καὶ τὴν θέσιν τοῦ ἑλληνικοῦ στρατοῦ. Αἱ διαπραγματεύσεις ἐν Παρισίοις συνεχίζονται, ἐνῷ ὁ Τύπος τῆς Εὐρώπης σχολιάζει ἐκτενῶς τὰς ἀποφάσεις τῶν Δυνάμεων. bbox=[680, 268, 882, 387]
banner-headline: ΤΕΛΕΥΤΑΙΑ ΩΡΑ bbox=[680, 103, 1317, 159]
article-paragraph: Ἡ Ἑλληνικὴ Κυβέρνησις ἐπὶ τῇ βάσει τῶν πληροφοριῶν, ὅσαι ἀφορῶσι τὰ ζητήματα τῆς Μικρᾶς Ἀσίας καὶ τῆς Θράκης, ἐξετάζει μετὰ προσοχῆς τὰς προτάσεις τῶν Συμμάχων καὶ τὴν θέσιν τοῦ ἑλληνικοῦ στρατοῦ. Αἱ διαπραγματεύσεις ἐν Παρισίοις συνεχίζονται, ἐνῷ ὁ Τύπος τῆς Εὐρώπης σχολιάζει ἐκτενῶς τὰς ἀποφάσεις τῶν Δυνάμεων. bbox=[463, 509, 665, 628]
article-paragraph: Ἡ Ἑλληνικὴ Κυβέρνησις ἐπὶ τῇ βάσει τῶν πληροφοριῶν, ὅσαι ἀφορῶσι τὰ ζητήματα τῆς Μικρᾶς Ἀσίας καὶ τῆς Θράκης, ἐξετάζει μετὰ προσοχῆς τὰς προτάσεις τῶν Συμμάχων καὶ τὴν θέσιν τοῦ ἑλληνικοῦ στρατοῦ. Αἱ διαπραγματεύσεις ἐν Παρισίοις συνεχίζονται, ἐνῷ ὁ Τύπος τῆς Εὐρώπης σχολιάζει ἐκτενῶς τὰς ἀποφάσεις τῶν Δυνάμεων. bbox=[34, 599, 235, 718]
ad-address: Γωνία Αἰόλου 209 bbox=[296, 1506, 401, 1520]
ad-logistai bbox=[248, 1034, 449, 1057]
article-paragraph: Ἡ Ἑλληνικὴ Κυβέρνησις ἐπὶ τῇ βάσει τῶν πληροφοριῶν, ὅσαι ἀφορῶσι τὰ ζητήματα τῆς Μικρᾶς Ἀσίας καὶ τῆς Θράκης, ἐξετάζει μετὰ προσοχῆς τὰς προτάσεις τῶν Συμμάχων καὶ τὴν θέσιν τοῦ ἑλληνικοῦ στρατοῦ. Αἱ διαπραγματεύσεις ἐν Παρισίοις συνεχίζονται, ἐνῷ ὁ Τύπος τῆς Εὐρώπης σχολιάζει ἐκτενῶς τὰς ἀποφάσεις τῶν Δυνάμεων. bbox=[680, 394, 882, 514]
section-heading: Η ΣΜΥΡΝΗ bbox=[102, 1504, 166, 1517]
ad-title: ΟΡΥΧΤΕΛΑΙΑ ΑΝΔΡΕ bbox=[279, 1295, 418, 1309]
column-1 bbox=[34, 105, 235, 2529]
